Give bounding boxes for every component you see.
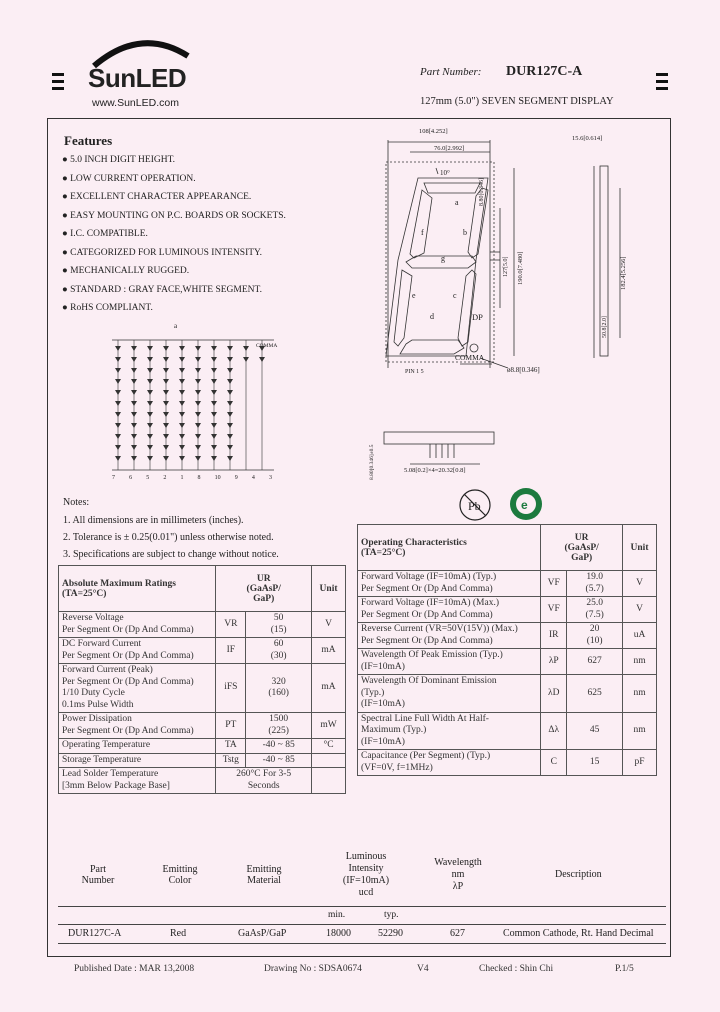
led-diode-icon xyxy=(179,346,185,351)
sel-header-part: Part Number xyxy=(81,864,115,886)
seg-g: g xyxy=(441,254,445,263)
sel-color: Red xyxy=(170,928,187,939)
feature-item: ● LOW CURRENT OPERATION. xyxy=(62,173,196,184)
led-diode-icon xyxy=(211,456,217,461)
led-diode-icon xyxy=(115,390,121,395)
op-char-row xyxy=(358,675,657,713)
circuit-pin: 5 xyxy=(146,475,150,481)
abs-max-row xyxy=(59,739,346,754)
sel-header-material: Emitting Material xyxy=(246,864,282,886)
sel-sub-typ: typ. xyxy=(384,910,399,920)
led-diode-icon xyxy=(115,357,121,362)
notes-title: Notes: xyxy=(63,497,90,508)
svg-text:Pb: Pb xyxy=(468,499,481,513)
led-diode-icon xyxy=(115,346,121,351)
led-diode-icon xyxy=(147,412,153,417)
led-diode-icon xyxy=(227,401,233,406)
led-diode-icon xyxy=(179,423,185,428)
dim-width: 76.0[2.992] xyxy=(434,145,465,152)
led-diode-icon xyxy=(195,390,201,395)
led-diode-icon xyxy=(115,368,121,373)
led-diode-icon xyxy=(179,368,185,373)
op-char-sym: C xyxy=(541,750,567,776)
led-diode-icon xyxy=(227,412,233,417)
led-diode-icon xyxy=(195,434,201,439)
dim-seg: 8.80[0.346] xyxy=(479,178,485,206)
led-diode-icon xyxy=(131,423,137,428)
led-diode-icon xyxy=(195,456,201,461)
circuit-pin: 2 xyxy=(163,475,167,481)
op-char-param: Wavelength Of Dominant Emission (Typ.) (IF=10mA) xyxy=(358,675,541,713)
abs-max-val: -40 ~ 85 xyxy=(246,753,312,768)
abs-max-unit: °C xyxy=(312,739,346,754)
op-char-val: 20 (10) xyxy=(567,623,623,649)
op-char-row xyxy=(358,597,657,623)
features-title: Features xyxy=(64,133,113,148)
led-diode-icon xyxy=(131,368,137,373)
logo-bar xyxy=(656,80,668,83)
led-diode-icon xyxy=(179,357,185,362)
seg-d: d xyxy=(430,312,434,321)
led-diode-icon xyxy=(227,434,233,439)
circuit-pin: 3 xyxy=(268,475,272,481)
feature-item: ● STANDARD : GRAY FACE,WHITE SEGMENT. xyxy=(62,284,263,295)
led-diode-icon xyxy=(211,445,217,450)
abs-max-unit: V xyxy=(312,612,346,638)
led-diode-icon xyxy=(163,434,169,439)
led-diode-icon xyxy=(227,368,233,373)
led-diode-icon xyxy=(211,357,217,362)
led-diode-icon xyxy=(131,401,137,406)
sel-wavelength: 627 xyxy=(450,928,465,939)
circuit-comma-label: COMMA xyxy=(256,343,278,349)
led-diode-icon xyxy=(195,412,201,417)
op-char-title: Operating Characteristics (TA=25°C) xyxy=(358,525,541,571)
led-diode-icon xyxy=(131,357,137,362)
op-char-unit: nm xyxy=(623,712,657,750)
feature-item: ● MECHANICALLY RUGGED. xyxy=(62,266,190,276)
led-diode-icon xyxy=(115,456,121,461)
dim-right: 15.6[0.614] xyxy=(572,135,603,142)
op-char-row xyxy=(358,649,657,675)
op-char-unit: nm xyxy=(623,675,657,713)
seg-f: f xyxy=(421,228,424,237)
led-diode-icon xyxy=(227,390,233,395)
led-diode-icon xyxy=(163,445,169,450)
op-char-sym: Δλ xyxy=(541,712,567,750)
led-diode-icon xyxy=(195,379,201,384)
op-char-unit: pF xyxy=(623,750,657,776)
abs-max-unit: mW xyxy=(312,713,346,739)
circuit-pin: 10 xyxy=(214,475,221,481)
svg-text:e: e xyxy=(521,498,528,512)
op-char-val: 45 xyxy=(567,712,623,750)
abs-max-unit: mA xyxy=(312,638,346,664)
circuit-top-label: a xyxy=(174,322,178,330)
led-diode-icon xyxy=(211,434,217,439)
abs-max-param: Power Dissipation Per Segment Or (Dp And Comma) xyxy=(59,713,216,739)
op-char-val: 19.0 (5.7) xyxy=(567,571,623,597)
op-char-val: 625 xyxy=(567,675,623,713)
footer-page: P.1/5 xyxy=(615,964,634,974)
abs-max-val: 60 (30) xyxy=(246,638,312,664)
op-char-val: 25.0 (7.5) xyxy=(567,597,623,623)
op-char-sym: λP xyxy=(541,649,567,675)
led-diode-icon xyxy=(131,456,137,461)
led-diode-icon xyxy=(195,445,201,450)
op-char-row xyxy=(358,750,657,776)
abs-max-row xyxy=(59,612,346,638)
side-dims: 5.08[0.2]×4=20.32[0.8] xyxy=(404,467,466,474)
pin-label: PIN 1 5 xyxy=(405,369,424,375)
op-char-unit: V xyxy=(623,571,657,597)
abs-max-sym: IF xyxy=(216,638,246,664)
sel-sub-min: min. xyxy=(328,910,346,920)
subtitle: 127mm (5.0") SEVEN SEGMENT DISPLAY xyxy=(420,96,614,107)
rohs-icon xyxy=(508,486,544,522)
circuit-pin: 7 xyxy=(112,475,115,481)
logo-bar xyxy=(52,80,64,83)
note-item: 2. Tolerance is ± 0.25(0.01") unless otherwise noted. xyxy=(63,532,274,543)
led-diode-icon xyxy=(179,445,185,450)
dim-dp: 50.8[2.0] xyxy=(602,316,608,338)
abs-max-unit xyxy=(312,768,346,794)
abs-max-table xyxy=(58,565,346,794)
led-diode-icon xyxy=(227,456,233,461)
abs-max-sym: VR xyxy=(216,612,246,638)
led-diode-icon xyxy=(163,368,169,373)
divider xyxy=(58,943,666,944)
led-diode-icon xyxy=(259,357,265,362)
led-diode-icon xyxy=(211,346,217,351)
dim-half: 127[5.0] xyxy=(503,256,509,277)
abs-max-param: DC Forward Current Per Segment Or (Dp And Comma) xyxy=(59,638,216,664)
divider xyxy=(58,924,666,925)
abs-max-param: Reverse Voltage Per Segment Or (Dp And Comma) xyxy=(59,612,216,638)
led-diode-icon xyxy=(179,412,185,417)
led-diode-icon xyxy=(179,456,185,461)
op-char-sym: VF xyxy=(541,571,567,597)
circuit-pin: 4 xyxy=(251,475,255,481)
abs-max-param: Forward Current (Peak) Per Segment Or (Dp And Comma) 1/10 Duty Cycle 0.1ms Pulse Width xyxy=(59,664,216,713)
sel-header-color: Emitting Color xyxy=(162,864,198,886)
led-diode-icon xyxy=(115,434,121,439)
led-diode-icon xyxy=(147,368,153,373)
abs-max-sym: PT xyxy=(216,713,246,739)
led-diode-icon xyxy=(227,445,233,450)
op-char-ur: UR (GaAsP/ GaP) xyxy=(541,525,623,571)
op-char-param: Spectral Line Full Width At Half- Maximum (Typ.) (IF=10mA) xyxy=(358,712,541,750)
divider xyxy=(58,906,666,907)
note-item: 1. All dimensions are in millimeters (inches). xyxy=(63,515,244,526)
feature-item: ● EASY MOUNTING ON P.C. BOARDS OR SOCKETS. xyxy=(62,210,286,221)
op-char-row xyxy=(358,623,657,649)
abs-max-row xyxy=(59,768,346,794)
abs-max-param: Storage Temperature xyxy=(59,753,216,768)
led-diode-icon xyxy=(227,423,233,428)
circuit-pin: 6 xyxy=(129,475,133,481)
led-diode-icon xyxy=(147,379,153,384)
led-diode-icon xyxy=(195,368,201,373)
led-diode-icon xyxy=(131,379,137,384)
abs-max-ur: UR (GaAsP/ GaP) xyxy=(216,566,312,612)
led-diode-icon xyxy=(115,379,121,384)
seg-c: c xyxy=(453,291,457,300)
dim-top: 108[4.252] xyxy=(419,128,448,135)
circuit-pin: 9 xyxy=(234,475,238,481)
led-diode-icon xyxy=(211,379,217,384)
led-diode-icon xyxy=(227,346,233,351)
seg-e: e xyxy=(412,291,416,300)
abs-max-val: -40 ~ 85 xyxy=(246,739,312,754)
op-char-unit: V xyxy=(623,597,657,623)
op-char-unit: uA xyxy=(623,623,657,649)
footer-version: V4 xyxy=(417,964,429,974)
dim-pin-dia: ø8.8[0.346] xyxy=(507,366,540,374)
pb-free-icon xyxy=(458,488,492,522)
circuit-diagram xyxy=(108,332,278,482)
website[interactable]: www.SunLED.com xyxy=(92,97,179,109)
abs-max-row xyxy=(59,713,346,739)
feature-item: ● CATEGORIZED FOR LUMINOUS INTENSITY. xyxy=(62,247,263,258)
led-diode-icon xyxy=(195,423,201,428)
op-char-sym: λD xyxy=(541,675,567,713)
led-diode-icon xyxy=(147,390,153,395)
op-char-param: Wavelength Of Peak Emission (Typ.) (IF=10mA) xyxy=(358,649,541,675)
circuit-pin: 8 xyxy=(197,475,201,481)
sel-part-number: DUR127C-A xyxy=(68,928,122,939)
sel-material: GaAsP/GaP xyxy=(238,928,287,939)
led-diode-icon xyxy=(211,423,217,428)
dp-label: DP xyxy=(472,312,483,322)
dim-slant: 10° xyxy=(440,169,450,177)
footer-published: Published Date : MAR 13,2008 xyxy=(74,964,195,974)
logo-bar xyxy=(656,73,668,76)
side-view-drawing xyxy=(380,428,500,468)
logo-bar xyxy=(656,87,668,90)
abs-max-row xyxy=(59,638,346,664)
note-item: 3. Specifications are subject to change without notice. xyxy=(63,549,279,560)
feature-item: ● 5.0 INCH DIGIT HEIGHT. xyxy=(62,155,176,165)
led-diode-icon xyxy=(147,456,153,461)
led-diode-icon xyxy=(179,401,185,406)
op-char-table xyxy=(357,524,657,776)
seg-b: b xyxy=(463,228,467,237)
abs-max-unit-header: Unit xyxy=(312,566,346,612)
abs-max-row xyxy=(59,753,346,768)
sel-description: Common Cathode, Rt. Hand Decimal xyxy=(503,928,654,939)
op-char-param: Forward Voltage (IF=10mA) (Max.) Per Segment Or (Dp And Comma) xyxy=(358,597,541,623)
led-diode-icon xyxy=(131,445,137,450)
led-diode-icon xyxy=(131,390,137,395)
abs-max-val: 50 (15) xyxy=(246,612,312,638)
led-diode-icon xyxy=(227,379,233,384)
led-diode-icon xyxy=(163,390,169,395)
abs-max-param: Lead Solder Temperature [3mm Below Package Base] xyxy=(59,768,216,794)
abs-max-row xyxy=(59,664,346,713)
sel-header-intensity: Luminous Intensity (IF=10mA) ucd xyxy=(342,851,390,898)
led-diode-icon xyxy=(115,445,121,450)
sel-intensity-typ: 52290 xyxy=(378,928,403,939)
op-char-sym: IR xyxy=(541,623,567,649)
led-diode-icon xyxy=(163,379,169,384)
abs-max-val: 320 (160) xyxy=(246,664,312,713)
op-char-row xyxy=(358,571,657,597)
led-diode-icon xyxy=(163,346,169,351)
footer-checked: Checked : Shin Chi xyxy=(479,964,554,974)
led-diode-icon xyxy=(195,401,201,406)
abs-max-sym: iFS xyxy=(216,664,246,713)
footer-drawing-no: Drawing No : SDSA0674 xyxy=(264,964,362,974)
sel-header-wavelength: Wavelength nm λP xyxy=(434,857,482,892)
seg-a: a xyxy=(455,198,459,207)
dim-right-height: 182.4[5.256] xyxy=(620,256,627,290)
op-char-param: Forward Voltage (IF=10mA) (Typ.) Per Segment Or (Dp And Comma) xyxy=(358,571,541,597)
led-diode-icon xyxy=(179,379,185,384)
led-diode-icon xyxy=(147,434,153,439)
op-char-val: 15 xyxy=(567,750,623,776)
op-char-param: Reverse Current (VR=50V(15V)) (Max.) Per Segment Or (Dp And Comma) xyxy=(358,623,541,649)
led-diode-icon xyxy=(115,423,121,428)
led-diode-icon xyxy=(163,423,169,428)
op-char-unit-header: Unit xyxy=(623,525,657,571)
led-diode-icon xyxy=(211,412,217,417)
led-diode-icon xyxy=(195,346,201,351)
side-height: 8.80[0.346]±0.5 xyxy=(369,444,375,480)
features-list xyxy=(62,151,286,318)
led-diode-icon xyxy=(211,390,217,395)
feature-item: ● EXCELLENT CHARACTER APPEARANCE. xyxy=(62,192,252,202)
feature-item: ● I.C. COMPATIBLE. xyxy=(62,229,148,239)
sel-intensity-min: 18000 xyxy=(326,928,351,939)
op-char-unit: nm xyxy=(623,649,657,675)
led-diode-icon xyxy=(115,401,121,406)
comma-label: COMMA xyxy=(455,353,485,362)
led-diode-icon xyxy=(179,390,185,395)
led-diode-icon xyxy=(243,346,249,351)
part-number: DUR127C-A xyxy=(506,64,583,79)
led-diode-icon xyxy=(147,401,153,406)
op-char-param: Capacitance (Per Segment) (Typ.) (VF=0V, f=1MHz) xyxy=(358,750,541,776)
led-diode-icon xyxy=(163,456,169,461)
led-diode-icon xyxy=(147,357,153,362)
led-diode-icon xyxy=(163,412,169,417)
logo-text: SunLED xyxy=(88,63,187,93)
op-char-row xyxy=(358,712,657,750)
op-char-val: 627 xyxy=(567,649,623,675)
led-diode-icon xyxy=(131,412,137,417)
led-diode-icon xyxy=(147,346,153,351)
led-diode-icon xyxy=(147,423,153,428)
abs-max-val: 1500 (225) xyxy=(246,713,312,739)
led-diode-icon xyxy=(115,412,121,417)
led-diode-icon xyxy=(227,357,233,362)
sel-header-description: Description xyxy=(555,869,602,880)
led-diode-icon xyxy=(211,401,217,406)
logo-bar xyxy=(52,73,64,76)
circuit-pin-labels xyxy=(112,475,272,481)
abs-max-sym: TA xyxy=(216,739,246,754)
led-diode-icon xyxy=(195,357,201,362)
led-diode-icon xyxy=(147,445,153,450)
abs-max-unit: mA xyxy=(312,664,346,713)
led-diode-icon xyxy=(179,434,185,439)
led-diode-icon xyxy=(131,346,137,351)
led-diode-icon xyxy=(163,357,169,362)
led-diode-icon xyxy=(211,368,217,373)
abs-max-unit xyxy=(312,753,346,768)
led-diode-icon xyxy=(243,357,249,362)
dim-left-height: 190.0[7.480] xyxy=(517,251,524,285)
abs-max-val: 260°C For 3-5 Seconds xyxy=(216,768,312,794)
feature-item: ● RoHS COMPLIANT. xyxy=(62,303,153,313)
abs-max-title: Absolute Maximum Ratings (TA=25°C) xyxy=(59,566,216,612)
logo-bar xyxy=(52,87,64,90)
seven-segment-drawing xyxy=(380,128,640,378)
abs-max-param: Operating Temperature xyxy=(59,739,216,754)
led-diode-icon xyxy=(131,434,137,439)
led-diode-icon xyxy=(163,401,169,406)
op-char-sym: VF xyxy=(541,597,567,623)
circuit-pin: 1 xyxy=(180,475,184,481)
part-number-label: Part Number: xyxy=(420,66,482,78)
abs-max-sym: Tstg xyxy=(216,753,246,768)
